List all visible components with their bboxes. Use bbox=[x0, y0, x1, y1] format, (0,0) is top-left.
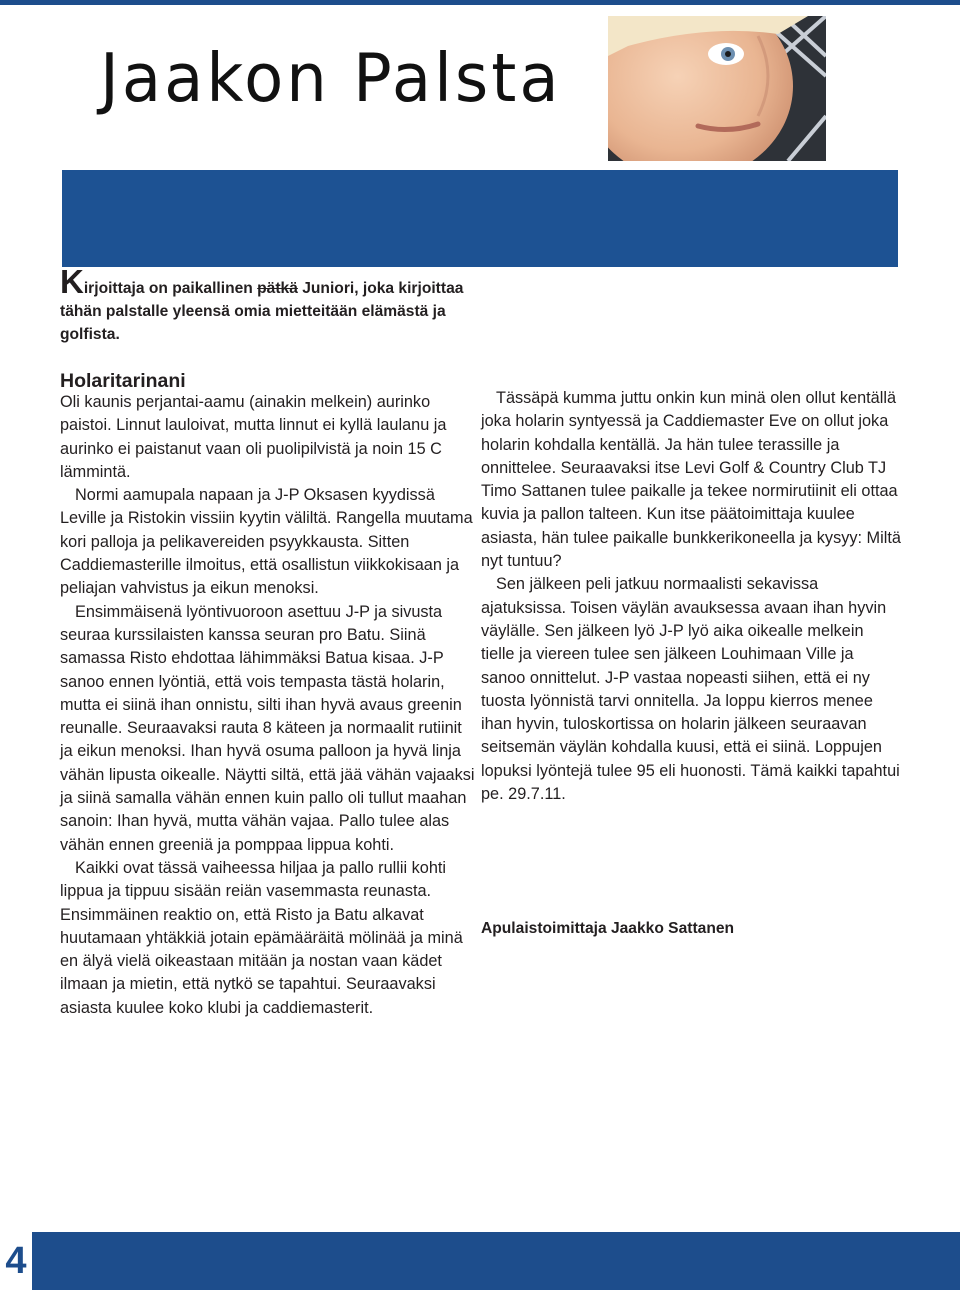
intro-text-part1: irjoittaja on paikallinen bbox=[83, 280, 258, 297]
article-heading: Holaritarinani bbox=[60, 370, 186, 392]
article-paragraph: Kaikki ovat tässä vaiheessa hiljaa ja pallo rullii kohti lippua ja tippuu sisään reiän vasemmasta reunasta. Ensimmäinen reaktio on, että Risto ja Batu alkavat huutamaan yhtäkkiä jotain epämääräitä mölinää ja minä en älyä vielä oikeastaan mitään ja nostan vaan kädet ilmaan ja mietin, että nytkö se tapahtui. Seuraavaksi asiasta kuulee koko klubi ja caddiemasterit. bbox=[60, 858, 463, 1017]
article-paragraph: Normi aamupala napaan ja J-P Oksasen kyydissä Leville ja Ristokin vissiin kyytin väliltä. Rangella muutama kori palloja ja pelikavereiden psyykkausta. Sitten Caddiemasterille ilmoitus, että osallistun viikkokisaan ja peliajan vahvistus ja eikun menoksi. bbox=[60, 486, 473, 598]
intro-dropcap: K bbox=[60, 263, 84, 300]
author-photo bbox=[608, 16, 826, 161]
article-paragraph: Oli kaunis perjantai-aamu (ainakin melkein) aurinko paistoi. Linnut lauloivat, mutta linnut ei kyllä laulanu ja aurinko ei paistanut vaan oli puolipilvistä ja noin 15 C lämmintä. bbox=[60, 393, 447, 481]
article-paragraph: Tässäpä kumma juttu onkin kun minä olen ollut kentällä joka holarin syntyessä ja Caddiemaster Eve on ollut joka holarin kohdalla kentällä. Ja hän tulee terassille ja onnittelee. Seuraavaksi itse Levi Golf & Country Club TJ Timo Sattanen tulee paikalle ja tekee normirutiinit eli ottaa kuvia ja pallon talteen. Kun itse päätoimittaja kuulee asiasta, hän tulee paikalle bunkkerikoneella ja kysyy: Miltä nyt tuntuu? bbox=[481, 389, 901, 571]
blue-banner bbox=[62, 170, 898, 267]
footer-band bbox=[0, 1232, 960, 1290]
page-title: Jaakon Palsta bbox=[100, 40, 562, 118]
page-number: 4 bbox=[0, 1232, 32, 1290]
intro-struck-word: pätkä bbox=[257, 280, 298, 297]
portrait-photo-icon bbox=[608, 16, 826, 161]
article-paragraph: Ensimmäisenä lyöntivuoroon asettuu J-P ja sivusta seuraa kurssilaisten kanssa seuran pro Batu. Siinä samassa Risto ehdottaa lähimmäksi Batua kisaa. J-P sanoo ennen lyöntiä, että vois tempasta tästä holarin, mutta ei siinä ihan onnistu, silti ihan hyvä avaus greenin reunalle. Seuraavaksi rauta 8 käteen ja normaalit rutiinit ja eikun menoksi. Ihan hyvä osuma palloon ja hyvä linja vähän lipusta oikealle. Näytti siltä, että jää vähän vajaaksi ja siinä samalla vähän ennen kuin pallo oli tullut maahan sanoin: Ihan hyvä, mutta vähän vajaa. Pallo tulee alas vähän ennen greeniä ja pomppaa lippua kohti. bbox=[60, 602, 475, 854]
author-intro bbox=[60, 263, 480, 346]
author-signature: Apulaistoimittaja Jaakko Sattanen bbox=[481, 920, 735, 937]
article-column-left bbox=[60, 371, 475, 1020]
article-paragraph: Sen jälkeen peli jatkuu normaalisti sekavissa ajatuksissa. Toisen väylän avauksessa avaan ihan hyvin väylälle. Sen jälkeen lyö J-P lyö aika oikealle melkein tielle ja viereen tulee sen jälkeen Louhimaan Ville ja sanoo onnittelut. J-P vastaa nopeasti siihen, että ei ny tuosta lyönnistä tarvi onnitella. Ja loppu kierros menee ihan hyvin, tuloskortissa on holarin jälkeen seuraavan seitsemän väylän kohdalla kuusi, että ei siinä. Loppujen lopuksi lyöntejä tulee 95 eli huonosti. Tämä kaikki tapahtui pe. 29.7.11. bbox=[481, 575, 900, 804]
top-rule bbox=[0, 0, 960, 5]
intro-text-part2: Juniori, joka kirjoittaa tähän palstalle yleensä omia mietteitään elämästä ja golfista. bbox=[60, 280, 464, 343]
article-column-right bbox=[481, 387, 901, 806]
